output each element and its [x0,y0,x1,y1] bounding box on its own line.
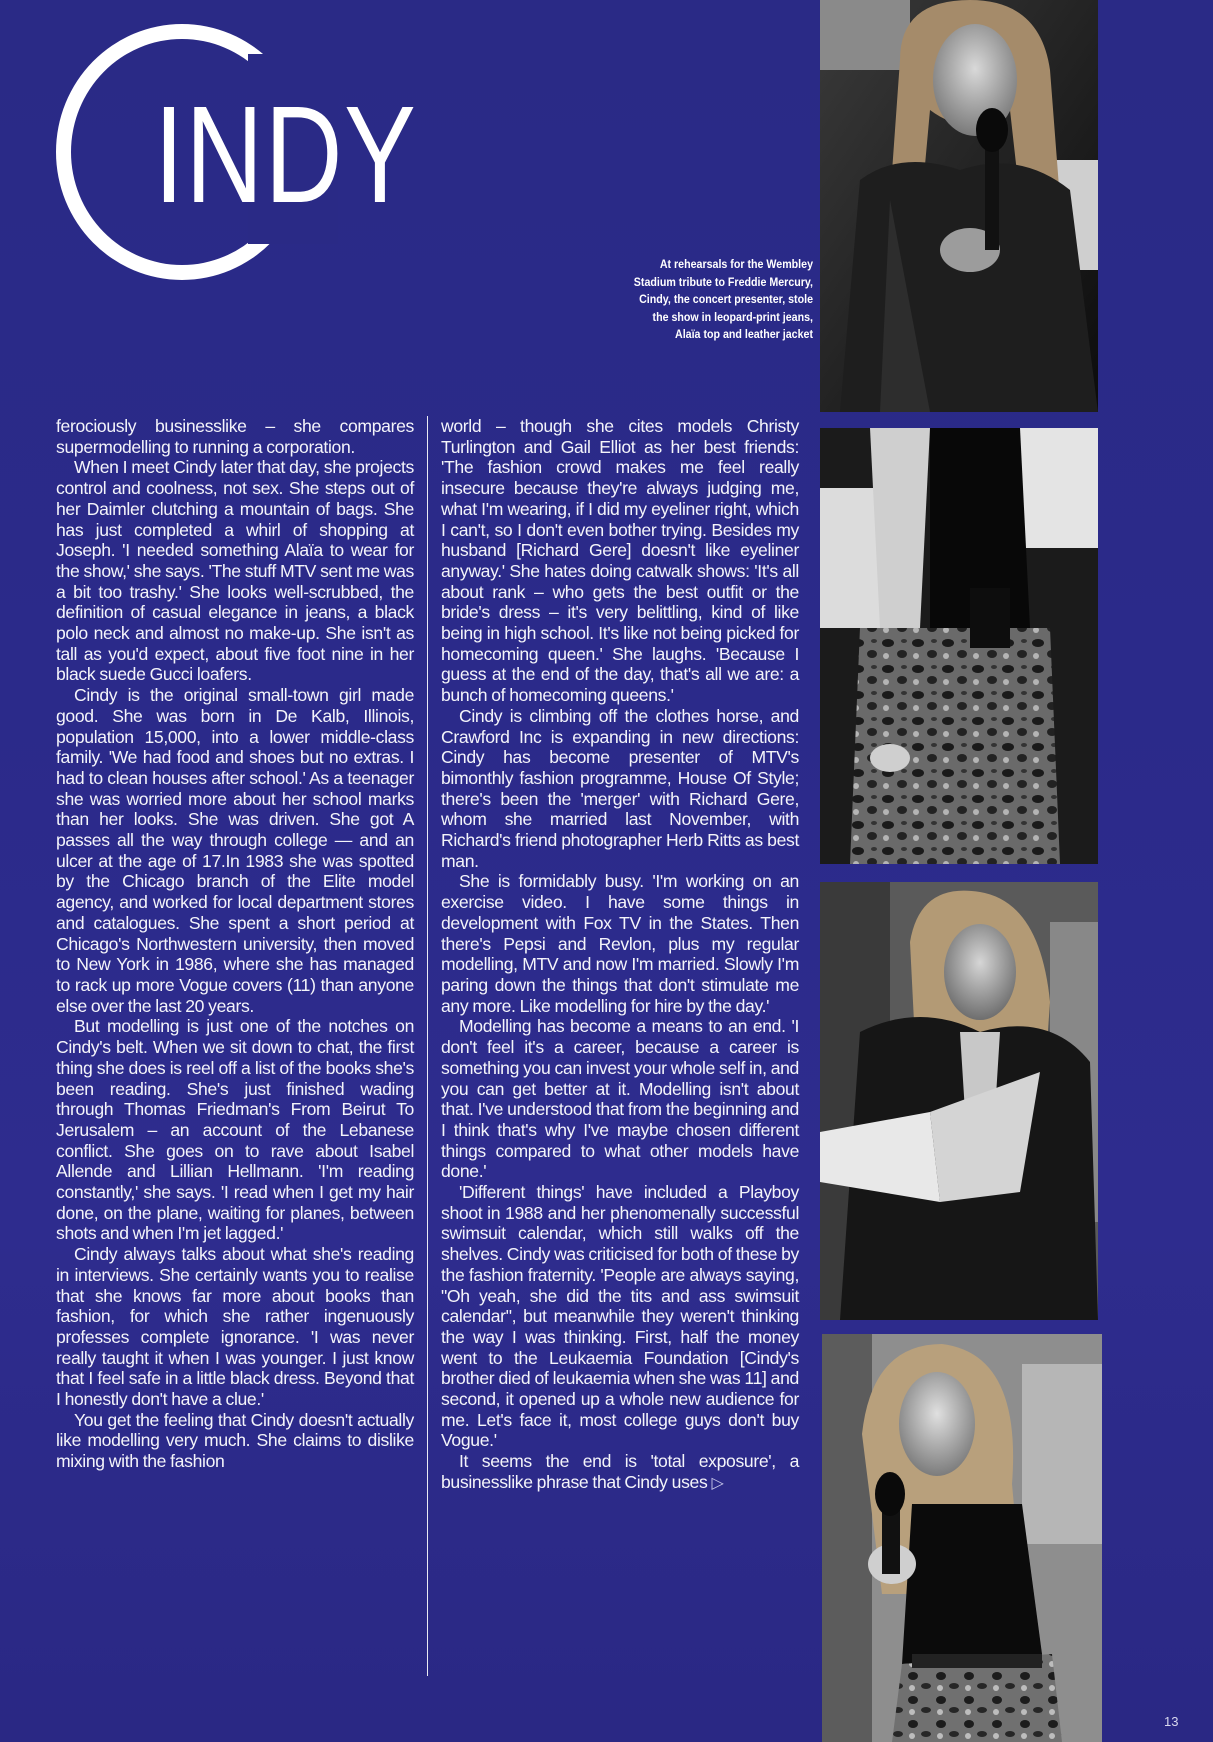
left-paragraph-3: Cindy is the original small-town girl made good. She was born in De Kalb, Illinois, population 15,000, into a lower middle-class family. 'We had food and shoes but no extras. I had to clean houses after school.' As a teenager she was worried more about her school marks than her looks. She was driven. She got A passes all the way through college — and an ulcer at the age of 17.In 1983 she was spotted by the Chicago branch of the Elite model agency, and worked for local department stores and catalogues. She spent a short period at Chicago's Northwestern university, then moved to New York in 1986, where she has managed to rack up more Vogue covers (11) than anyone else over the last 20 years. [56,685,414,1016]
article-column-right [441,416,799,1495]
page-number: 13 [1164,1714,1179,1729]
right-paragraph-2: Cindy is climbing off the clothes horse, and Crawford Inc is expanding in new directions: Cindy has become presenter of MTV's bimonthly fashion programme, House Of Style; there's been the 'merger' with Richard Gere, whom she married last November, with Richard's friend photographer Herb Ritts as best man. [441,705,799,871]
left-paragraph-6: You get the feeling that Cindy doesn't actually like modelling very much. She claims to dislike mixing with the fashion [56,1409,414,1472]
photo-with-mic-smiling [822,1334,1102,1742]
left-paragraph-4: But modelling is just one of the notches on Cindy's belt. When we sit down to chat, the first thing she does is reel off a list of the books she's been reading. She's just finished wading through Thomas Friedman's From Beirut To Jerusalem – an account of the Lebanese conflict. She goes on to rave about Isabel Allende and Lillian Hellmann. 'I'm reading constantly,' she says. 'I read when I get my hair done, on the plane, waiting for planes, between shots and when I'm jet lagged.' [56,1016,414,1244]
article-column-left [56,416,414,1472]
right-paragraph-5: 'Different things' have included a Playboy shoot in 1988 and her phenomenally successful swimsuit calendar, which still walks off the shelves. Cindy was criticised for both of these by the fashion fraternity. 'People are always saying, "Oh yeah, she did the tits and ass swimsuit calendar", but meanwhile they weren't thinking the way I was thinking. First, half the money went to the Leukaemia Foundation [Cindy's brother died of leukaemia when she was 11] and second, it opened up a whole new audience for me. Let's face it, most college guys don't buy Vogue.' [441,1182,799,1451]
column-divider [427,416,428,1676]
continue-arrow-icon: ▷ [711,1474,724,1492]
left-paragraph-5: Cindy always talks about what she's reading in interviews. She certainly wants you to realise that she knows far more about books than fashion, for which she rather ingenuously professes complete ignorance. 'I was never really taught it when I was younger. I just know that I feel safe in a little black dress. Beyond that I honestly don't have a clue.' [56,1244,414,1410]
right-paragraph-3: She is formidably busy. 'I'm working on an exercise video. I have some things in development with Fox TV in the States. Then there's Pepsi and Revlon, plus my regular modelling, MTV and now I'm married. Slowly I'm paring down the things that don't stimulate me any more. Like modelling for hire by the day.' [441,871,799,1016]
right-paragraph-6-text: It seems the end is 'total exposure', a businesslike phrase that Cindy uses [441,1451,799,1492]
photo-microphone [820,0,1098,412]
photo-leopard-jeans [820,428,1098,864]
photo-caption: At rehearsals for the Wembley Stadium tribute to Freddie Mercury, Cindy, the concert presenter, stole the show in leopard-print jeans, Alaïa top and leather jacket [633,257,813,342]
right-paragraph-4: Modelling has become a means to an end. 'I don't feel it's a career, because a career is something you can invest your whole self in, and you can get better at it. Modelling isn't about that. I've understood that from the beginning and I think that's why I've maybe chosen different things compared to what other models have done.' [441,1016,799,1182]
left-paragraph-1: ferociously businesslike – she compares supermodelling to running a corporation. [56,416,414,457]
right-paragraph-6 [441,1451,799,1494]
photo-reading-script [820,882,1098,1320]
title-text: INDY [154,78,418,232]
right-paragraph-1: world – though she cites models Christy Turlington and Gail Elliot as her best friends: 'The fashion crowd makes me feel really insecure because they're always judging me, what I'm wearing, if I did my eyeliner right, which I can't, so I don't even bother trying. Besides my husband [Richard Gere] doesn't like eyeliner anyway.' She hates doing catwalk shows: 'It's all about rank – who gets the best outfit or the bride's dress – it's very belittling, kind of like being in high school. It's like not being picked for homecoming queen.' She laughs. 'Because I guess at the end of the day, that's all we are: a bunch of homecoming queens.' [441,416,799,706]
article-title [56,24,456,286]
left-paragraph-2: When I meet Cindy later that day, she projects control and coolness, not sex. She steps out of her Daimler clutching a mountain of bags. She has just completed a whirl of shopping at Joseph. 'I needed something Alaïa to wear for the show,' she says. 'The stuff MTV sent me was a bit too trashy.' She looks well-scrubbed, the definition of casual elegance in jeans, a black polo neck and almost no make-up. She isn't as tall as you'd expect, about five foot nine in her black suede Gucci loafers. [56,457,415,685]
